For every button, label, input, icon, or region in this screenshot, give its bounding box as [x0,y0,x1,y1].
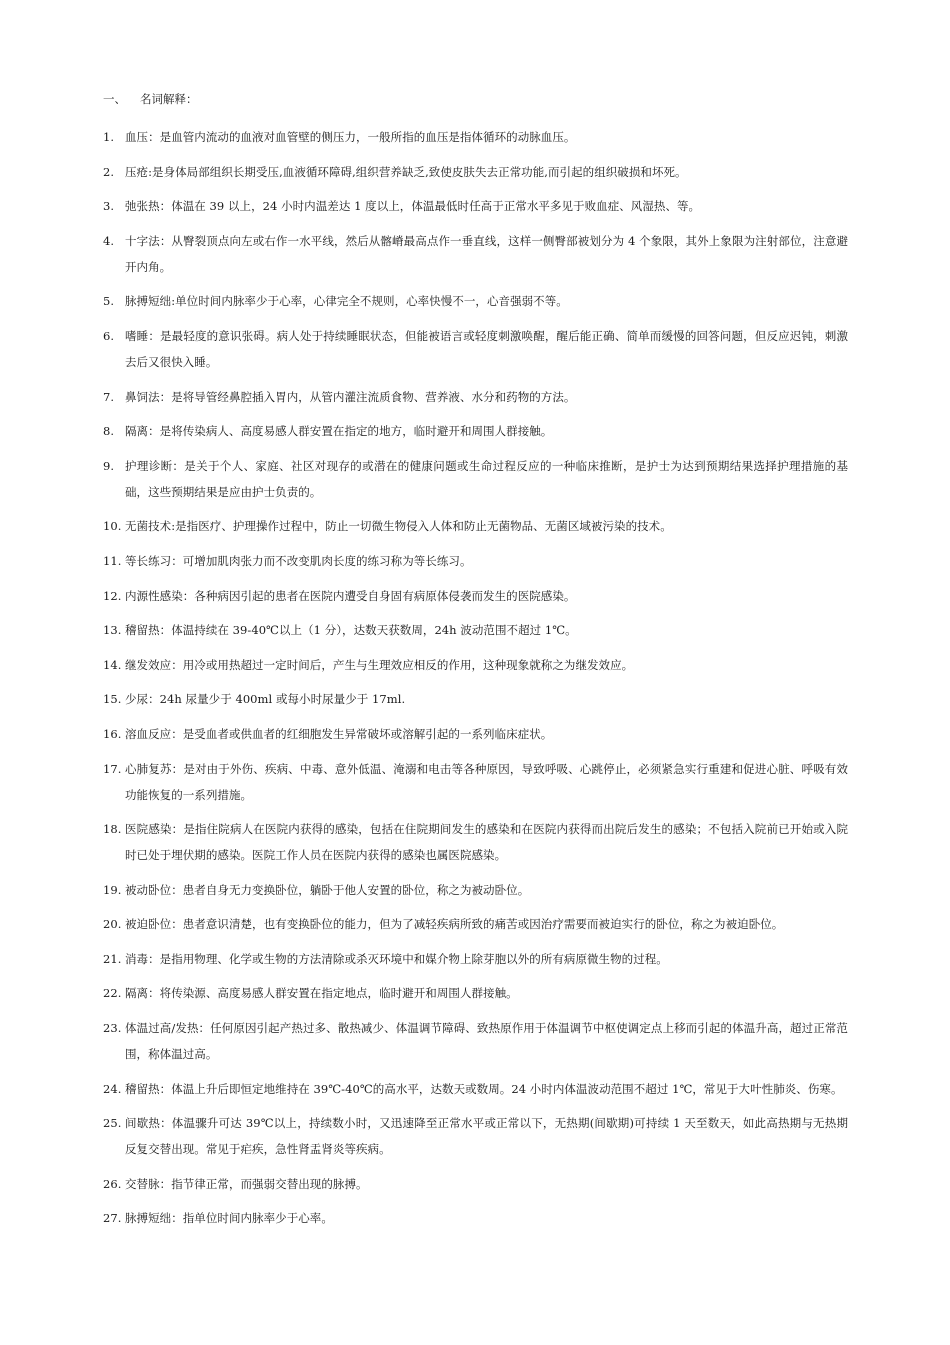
item-text: 医院感染：是指住院病人在医院内获得的感染，包括在住院期间发生的感染和在医院内获得而出院后发生的感染；不包括入院前已开始或入院时已处于埋伏期的感染。医院工作人员在医院内获得的感染也属医院感染。 [125,822,848,863]
item-text: 十字法：从臀裂顶点向左或右作一水平线，然后从髂嵴最高点作一垂直线，这样一侧臀部被划分为 4 个象限，其外上象限为注射部位，注意避开内角。 [125,233,848,274]
definition-item [103,686,848,712]
definition-item [103,323,848,375]
item-text: 弛张热：体温在 39 以上，24 小时内温差达 1 度以上，体温最低时任高于正常水平多见于败血症、风湿热、等。 [125,199,701,214]
item-number: 11. [103,553,122,568]
definition-item [103,513,848,539]
definition-item [103,1205,848,1231]
document-content [103,90,848,1240]
item-number: 20. [103,917,122,932]
item-text: 嗜睡：是最轻度的意识张碍。病人处于持续睡眠状态，但能被语言或轻度刺激唤醒，醒后能正确、简单而缓慢的回答问题，但反应迟钝，刺激去后又很快入睡。 [125,328,848,369]
item-number: 12. [103,588,122,603]
definition-item [103,1171,848,1197]
definition-item [103,124,848,150]
definition-item [103,159,848,185]
item-text: 隔离：是将传染病人、高度易感人群安置在指定的地方，临时避开和周围人群接触。 [125,424,553,439]
item-number: 3. [103,199,115,214]
definition-item [103,583,848,609]
item-number: 23. [103,1021,122,1036]
section-heading [103,90,848,108]
definition-item [103,418,848,444]
item-text: 间歇热：体温骤升可达 39℃以上，持续数小时，又迅速降至正常水平或正常以下，无热期(间歇期)可持续 1 天至数天，如此高热期与无热期反复交替出现。常见于疟疾，急性肾盂肾炎等疾病。 [125,1116,848,1157]
item-text: 溶血反应：是受血者或供血者的红细胞发生异常破坏或溶解引起的一系列临床症状。 [125,726,553,741]
definition-item [103,877,848,903]
item-text: 无菌技术:是指医疗、护理操作过程中，防止一切微生物侵入人体和防止无菌物品、无菌区域被污染的技术。 [125,519,672,534]
definition-item [103,548,848,574]
definition-item [103,980,848,1006]
item-text: 鼻饲法：是将导管经鼻腔插入胃内，从管内灌注流质食物、营养液、水分和药物的方法。 [125,389,576,404]
item-text: 体温过高/发热：任何原因引起产热过多、散热减少、体温调节障碍、致热原作用于体温调节中枢使调定点上移而引起的体温升高，超过正常范围，称体温过高。 [125,1021,848,1062]
item-number: 7. [103,389,115,404]
item-text: 稽留热：体温上升后即恒定地维持在 39℃-40℃的高水平，达数天或数周。24 小时内体温波动范围不超过 1℃，常见于大叶性肺炎、伤寒。 [125,1081,843,1096]
item-number: 21. [103,951,122,966]
item-number: 15. [103,692,122,707]
item-number: 26. [103,1176,122,1191]
definition-item [103,1015,848,1067]
item-number: 6. [103,328,115,343]
item-text: 稽留热：体温持续在 39-40℃以上（1 分），达数天获数周，24h 波动范围不超过 1℃。 [125,623,577,638]
item-number: 8. [103,424,115,439]
item-number: 18. [103,822,122,837]
item-number: 25. [103,1116,122,1131]
definition-item [103,1110,848,1162]
item-text: 被迫卧位：患者意识清楚，也有变换卧位的能力，但为了减轻疾病所致的痛苦或因治疗需要而被迫实行的卧位，称之为被迫卧位。 [125,917,784,932]
definition-item [103,453,848,505]
item-text: 继发效应：用冷或用热超过一定时间后，产生与生理效应相反的作用，这种现象就称之为继发效应。 [125,657,634,672]
item-number: 22. [103,986,122,1001]
definition-item [103,756,848,808]
item-number: 9. [103,458,115,473]
item-text: 护理诊断：是关于个人、家庭、社区对现存的或潜在的健康问题或生命过程反应的一种临床推断，是护士为达到预期结果选择护理措施的基础，这些预期结果是应由护士负责的。 [125,458,848,499]
item-text: 消毒：是指用物理、化学或生物的方法清除或杀灭环境中和媒介物上除芽胞以外的所有病原微生物的过程。 [125,951,668,966]
item-number: 17. [103,761,122,776]
item-text: 交替脉：指节律正常，而强弱交替出现的脉搏。 [125,1176,368,1191]
item-number: 27. [103,1211,122,1226]
item-text: 少尿：24h 尿量少于 400ml 或每小时尿量少于 17ml. [125,692,406,707]
item-number: 2. [103,164,115,179]
item-text: 等长练习：可增加肌肉张力而不改变肌肉长度的练习称为等长练习。 [125,553,472,568]
definition-item [103,911,848,937]
item-text: 内源性感染：各种病因引起的患者在医院内遭受自身固有病原体侵袭而发生的医院感染。 [125,588,576,603]
item-text: 压疮:是身体局部组织长期受压,血液循环障碍,组织营养缺乏,致使皮肤失去正常功能,而引起的组织破损和坏死。 [125,164,687,179]
item-number: 10. [103,519,122,534]
item-text: 脉搏短绌:单位时间内脉率少于心率，心律完全不规则，心率快慢不一，心音强弱不等。 [125,294,568,309]
item-text: 被动卧位：患者自身无力变换卧位，躺卧于他人安置的卧位，称之为被动卧位。 [125,882,530,897]
item-number: 16. [103,726,122,741]
definition-item [103,288,848,314]
item-number: 24. [103,1081,122,1096]
section-title: 名词解释： [140,92,198,106]
item-text: 心肺复苏：是对由于外伤、疾病、中毒、意外低温、淹溺和电击等各种原因，导致呼吸、心跳停止，必须紧急实行重建和促进心脏、呼吸有效功能恢复的一系列措施。 [125,761,848,802]
definition-item [103,721,848,747]
definition-item [103,816,848,868]
definition-item [103,1076,848,1102]
item-number: 4. [103,233,115,248]
definition-item [103,193,848,219]
item-text: 隔离：将传染源、高度易感人群安置在指定地点，临时避开和周围人群接触。 [125,986,518,1001]
section-number: 一、 [103,92,126,106]
definition-list [103,124,848,1231]
item-number: 19. [103,882,122,897]
definition-item [103,946,848,972]
definition-item [103,652,848,678]
item-number: 13. [103,623,122,638]
definition-item [103,384,848,410]
item-number: 14. [103,657,122,672]
item-text: 脉搏短绌：指单位时间内脉率少于心率。 [125,1211,333,1226]
definition-item [103,228,848,280]
item-text: 血压：是血管内流动的血液对血管壁的侧压力，一般所指的血压是指体循环的动脉血压。 [125,130,576,144]
item-number: 1. [103,130,115,144]
definition-item [103,617,848,643]
item-number: 5. [103,294,115,309]
